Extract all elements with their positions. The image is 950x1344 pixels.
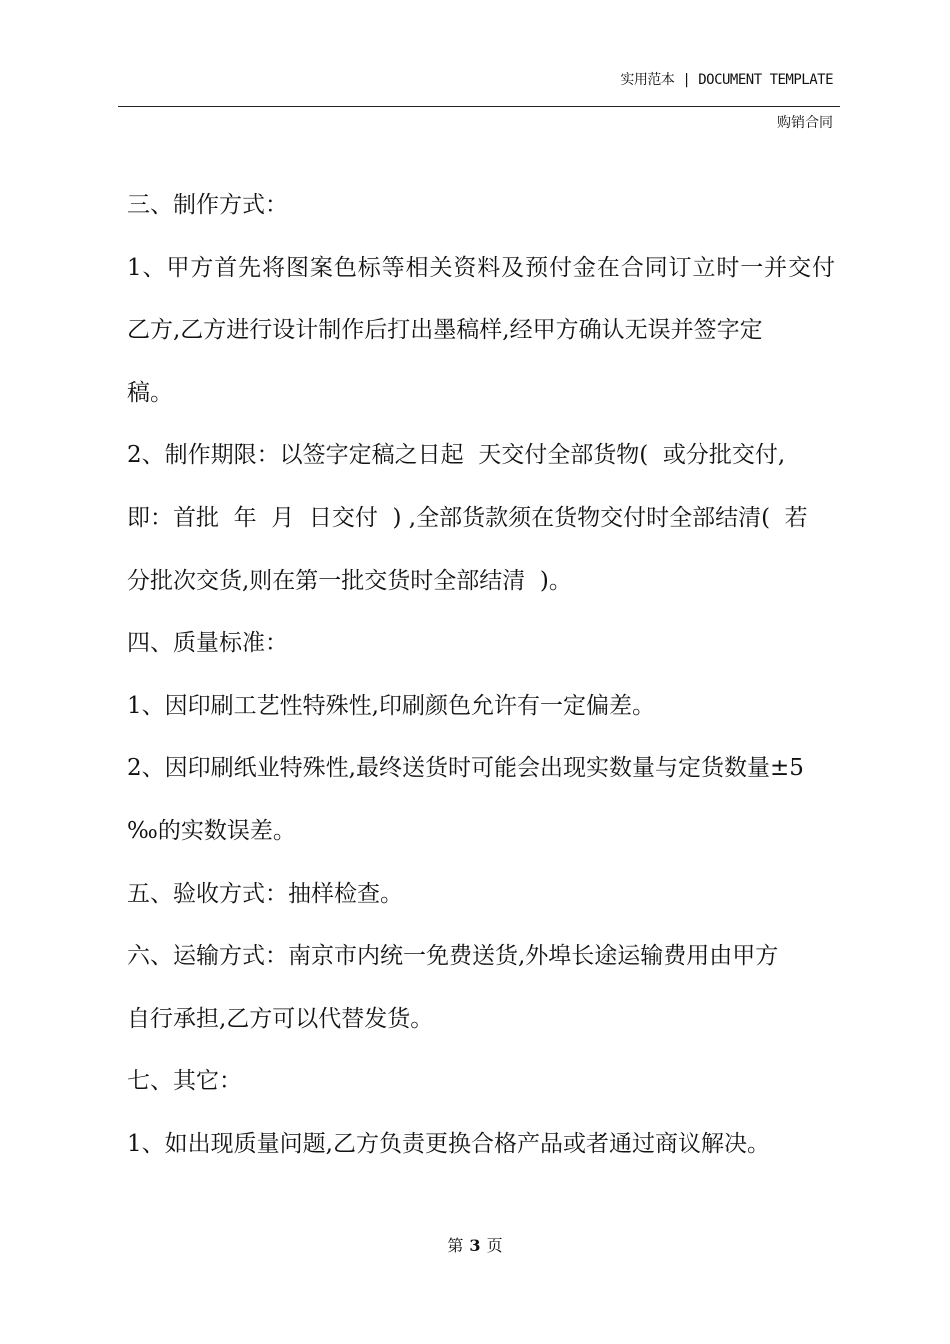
section-heading-other: 七、其它： — [127, 1068, 242, 1095]
page-number: 3 — [469, 1236, 481, 1255]
section-heading-inspection: 五、验收方式：抽样检查。 — [127, 880, 403, 907]
contract-body — [127, 174, 835, 1176]
header-divider — [118, 106, 840, 107]
paragraph-line: 即：首批 年 月 日交付 ) ,全部货款须在货物交付时全部结清( 若 — [127, 504, 808, 531]
header-doc-title: 购销合同 — [777, 115, 833, 131]
paragraph-line: 1、甲方首先将图案色标等相关资料及预付金在合同订立时一并交付 — [127, 254, 835, 281]
paragraph-line: 稿。 — [127, 379, 173, 406]
paragraph-line: 2、因印刷纸业特殊性,最终送货时可能会出现实数量与定货数量±5 — [127, 755, 804, 782]
section-heading-transport: 六、运输方式：南京市内统一免费送货,外埠长途运输费用由甲方 — [127, 943, 779, 970]
paragraph-line: 乙方,乙方进行设计制作后打出墨稿样,经甲方确认无误并签字定 — [127, 317, 763, 344]
section-heading-quality: 四、质量标准： — [127, 630, 288, 657]
paragraph-line: 1、如出现质量问题,乙方负责更换合格产品或者通过商议解决。 — [127, 1130, 770, 1157]
page-footer — [0, 1233, 950, 1256]
paragraph-line: 分批次交货,则在第一批交货时全部结清 )。 — [127, 567, 572, 594]
paragraph-line: 自行承担,乙方可以代替发货。 — [127, 1005, 434, 1032]
header-brand: 实用范本 | DOCUMENT TEMPLATE — [620, 72, 833, 88]
footer-prefix: 第 — [447, 1236, 464, 1255]
paragraph-line: 1、因印刷工艺性特殊性,印刷颜色允许有一定偏差。 — [127, 692, 655, 719]
section-heading-production: 三、制作方式： — [127, 192, 288, 218]
paragraph-line: 2、制作期限：以签字定稿之日起 天交付全部货物( 或分批交付, — [127, 442, 786, 469]
paragraph-line: ‰的实数误差。 — [127, 817, 296, 844]
footer-suffix: 页 — [486, 1236, 503, 1255]
